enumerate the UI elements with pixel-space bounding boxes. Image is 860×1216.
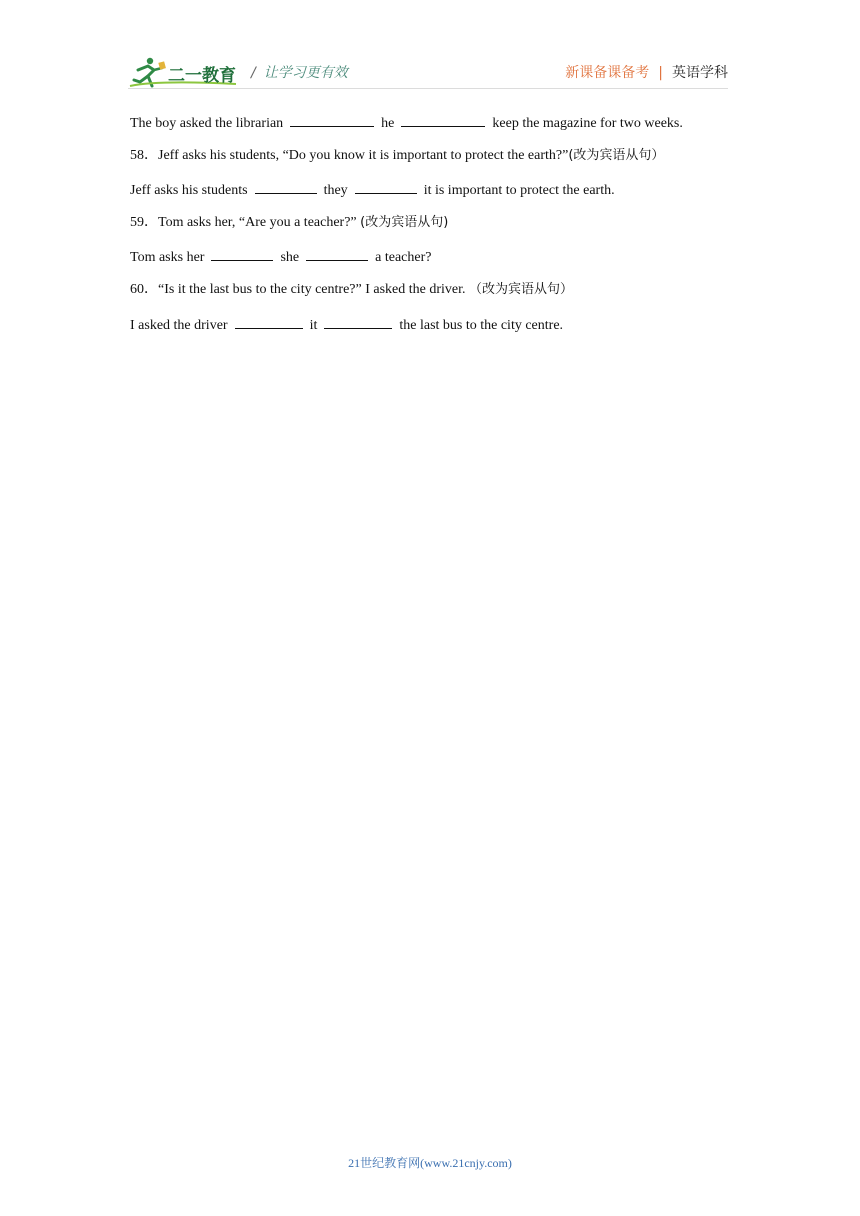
header-right	[565, 62, 728, 82]
header-divider: |	[658, 65, 663, 81]
question-line	[130, 280, 730, 314]
header-rule	[128, 88, 728, 89]
answer-line	[130, 112, 730, 146]
subject-label: 英语学科	[672, 65, 728, 81]
answer-line	[130, 179, 730, 213]
course-prep-label: 新课备课备考	[565, 65, 650, 81]
line-text: it is important to protect the earth.	[423, 183, 615, 199]
slogan-text: 让学习更有效	[263, 65, 348, 81]
answer-blank[interactable]	[324, 314, 392, 329]
line-text: Jeff asks his students	[130, 183, 248, 199]
answer-line	[130, 246, 730, 280]
answer-line	[130, 314, 730, 348]
page-footer: 21世纪教育网(www.21cnjy.com)	[348, 1156, 512, 1170]
line-text: they	[323, 183, 348, 199]
instruction-text: (改为宾语从句）	[568, 147, 665, 163]
line-text: it	[309, 317, 318, 333]
answer-blank[interactable]	[306, 246, 368, 261]
slogan	[251, 62, 348, 82]
slogan-slash: /	[251, 65, 256, 81]
question-number: 60．	[130, 281, 158, 297]
question-number: 59．	[130, 214, 158, 230]
line-text: I asked the driver	[130, 317, 228, 333]
question-number: 58．	[130, 147, 158, 163]
instruction-text: (改为宾语从句)	[360, 214, 449, 230]
logo	[128, 56, 240, 90]
question-text: Jeff asks his students, “Do you know it is important to protect the earth?”	[158, 147, 569, 163]
page-header	[128, 56, 728, 92]
line-text: the last bus to the city centre.	[399, 317, 564, 333]
line-text: he	[381, 116, 395, 131]
instruction-text: （改为宾语从句）	[469, 281, 574, 297]
line-text: Tom asks her	[130, 250, 205, 266]
question-line	[130, 146, 730, 180]
line-text: she	[280, 250, 300, 266]
question-text: Tom asks her, “Are you a teacher?”	[158, 214, 361, 230]
answer-blank[interactable]	[255, 179, 317, 194]
answer-blank[interactable]	[290, 112, 374, 127]
exercise-lines	[130, 112, 730, 347]
svg-text:二一教育: 二一教育	[168, 66, 236, 86]
question-text: “Is it the last bus to the city centre?” I asked the driver.	[158, 281, 470, 297]
answer-blank[interactable]	[211, 246, 273, 261]
question-line	[130, 213, 730, 247]
answer-blank[interactable]	[235, 314, 303, 329]
line-text: The boy asked the librarian	[130, 116, 284, 131]
line-text: a teacher?	[375, 250, 432, 266]
line-text: keep the magazine for two weeks.	[492, 116, 683, 131]
answer-blank[interactable]	[355, 179, 417, 194]
answer-blank[interactable]	[401, 112, 485, 127]
